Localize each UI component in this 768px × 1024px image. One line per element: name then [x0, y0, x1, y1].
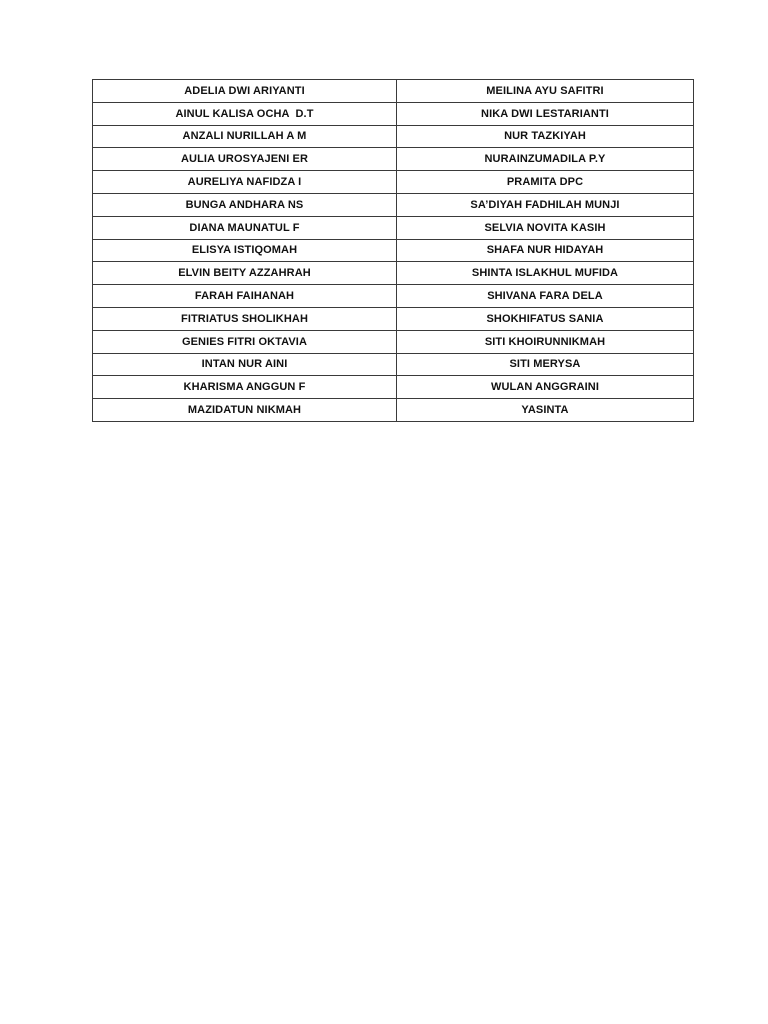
- table-row: [93, 239, 694, 262]
- name-cell-right: NIKA DWI LESTARIANTI: [397, 102, 694, 125]
- name-cell-right: SHINTA ISLAKHUL MUFIDA: [397, 262, 694, 285]
- table-row: [93, 307, 694, 330]
- name-cell-left: AINUL KALISA OCHA D.T: [93, 102, 397, 125]
- name-cell-left: MAZIDATUN NIKMAH: [93, 399, 397, 422]
- table-row: [93, 399, 694, 422]
- name-cell-left: GENIES FITRI OKTAVIA: [93, 330, 397, 353]
- name-cell-right: SHOKHIFATUS SANIA: [397, 307, 694, 330]
- name-cell-right: YASINTA: [397, 399, 694, 422]
- name-cell-left: DIANA MAUNATUL F: [93, 216, 397, 239]
- name-cell-right: SITI MERYSA: [397, 353, 694, 376]
- name-cell-left: ELISYA ISTIQOMAH: [93, 239, 397, 262]
- name-cell-left: KHARISMA ANGGUN F: [93, 376, 397, 399]
- table-row: [93, 285, 694, 308]
- name-cell-right: MEILINA AYU SAFITRI: [397, 80, 694, 103]
- name-cell-left: AULIA UROSYAJENI ER: [93, 148, 397, 171]
- table-row: [93, 330, 694, 353]
- name-cell-right: SHAFA NUR HIDAYAH: [397, 239, 694, 262]
- table-row: [93, 125, 694, 148]
- name-cell-left: ANZALI NURILLAH A M: [93, 125, 397, 148]
- name-cell-right: PRAMITA DPC: [397, 171, 694, 194]
- table-row: [93, 102, 694, 125]
- name-cell-left: ELVIN BEITY AZZAHRAH: [93, 262, 397, 285]
- name-cell-right: SA’DIYAH FADHILAH MUNJI: [397, 193, 694, 216]
- name-cell-right: WULAN ANGGRAINI: [397, 376, 694, 399]
- table-row: [93, 193, 694, 216]
- table-row: [93, 80, 694, 103]
- names-table: [92, 79, 694, 422]
- name-cell-left: BUNGA ANDHARA NS: [93, 193, 397, 216]
- name-cell-left: INTAN NUR AINI: [93, 353, 397, 376]
- table-row: [93, 216, 694, 239]
- name-cell-right: NUR TAZKIYAH: [397, 125, 694, 148]
- name-cell-right: SELVIA NOVITA KASIH: [397, 216, 694, 239]
- name-cell-left: ADELIA DWI ARIYANTI: [93, 80, 397, 103]
- table-row: [93, 353, 694, 376]
- name-cell-right: SITI KHOIRUNNIKMAH: [397, 330, 694, 353]
- name-cell-left: AURELIYA NAFIDZA I: [93, 171, 397, 194]
- name-cell-right: NURAINZUMADILA P.Y: [397, 148, 694, 171]
- name-cell-left: FARAH FAIHANAH: [93, 285, 397, 308]
- table-row: [93, 171, 694, 194]
- table-row: [93, 262, 694, 285]
- name-cell-right: SHIVANA FARA DELA: [397, 285, 694, 308]
- name-cell-left: FITRIATUS SHOLIKHAH: [93, 307, 397, 330]
- table-row: [93, 376, 694, 399]
- table-row: [93, 148, 694, 171]
